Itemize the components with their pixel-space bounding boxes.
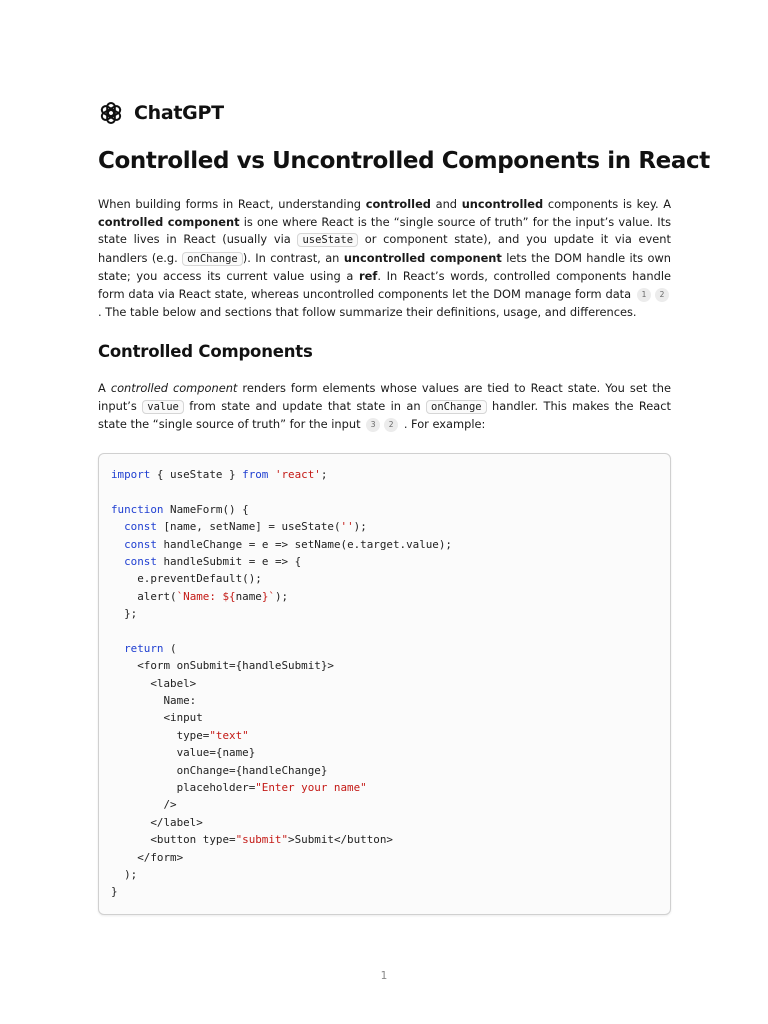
page-title: Controlled vs Uncontrolled Components in React xyxy=(98,148,710,174)
brand-header xyxy=(98,100,224,126)
code-line: import { useState } from 'react'; xyxy=(111,468,328,481)
code-line: }; xyxy=(111,607,138,621)
page-number: 1 xyxy=(380,970,388,982)
brand-name: ChatGPT xyxy=(134,102,224,124)
citation-badge[interactable]: 1 xyxy=(637,288,651,302)
citation-badge[interactable]: 2 xyxy=(384,418,398,432)
code-line: onChange={handleChange} xyxy=(111,763,328,777)
inline-code-value: value xyxy=(142,400,184,414)
code-line: } xyxy=(111,885,118,899)
code-line: <button type="submit">Submit</button> xyxy=(111,833,393,847)
code-line: /> xyxy=(111,798,177,812)
code-line: Name: xyxy=(111,694,197,708)
intro-paragraph: When building forms in React, understanding controlled and uncontrolled components is key. A controlled component is one where React is the “single source of truth” for the input’s value. Its state lives in React (usually via useState or component state), and you update it via event handlers (e.g. onChange ). In contrast, an uncontrolled component lets the DOM handle its own state; you access its current value using a ref. In React’s words, controlled components handle form data via React state, whereas uncontrolled components let the DOM manage form data 1 2 . The table below and sections that follow summarize their definitions, usage, and differences. xyxy=(98,197,672,319)
code-line: placeholder="Enter your name" xyxy=(111,781,367,795)
code-line: <label> xyxy=(111,676,197,690)
inline-code-onchange: onChange xyxy=(426,400,487,414)
openai-logo-icon xyxy=(98,100,124,126)
section-heading: Controlled Components xyxy=(98,342,313,361)
code-line: type="text" xyxy=(111,728,249,742)
inline-code-usestate: useState xyxy=(297,233,358,247)
code-line: alert(`Name: ${name}`); xyxy=(111,589,289,603)
code-line: <input xyxy=(111,711,203,725)
code-line: <form onSubmit={handleSubmit}> xyxy=(111,659,334,673)
section-paragraph: A controlled component renders form elements whose values are tied to React state. You set the input’s value from state and update that state in an onChange handler. This makes the React state the “single source of truth” for the input 3 2 . For example: xyxy=(98,381,671,432)
code-line: e.preventDefault(); xyxy=(111,572,262,586)
code-line: </label> xyxy=(111,815,203,829)
code-line xyxy=(111,483,670,500)
code-line: value={name} xyxy=(111,746,256,760)
code-line: ); xyxy=(111,867,138,881)
citation-badge[interactable]: 2 xyxy=(655,288,669,302)
code-line xyxy=(111,623,670,640)
code-line: const handleSubmit = e => { xyxy=(124,554,302,568)
code-line: const [name, setName] = useState(''); xyxy=(124,520,367,534)
code-line: return ( xyxy=(124,641,177,655)
code-line: const handleChange = e => setName(e.target.value); xyxy=(124,537,452,551)
code-block[interactable] xyxy=(98,453,671,915)
inline-code-onchange: onChange xyxy=(182,252,243,266)
code-line: </form> xyxy=(111,850,184,864)
citation-badge[interactable]: 3 xyxy=(366,418,380,432)
code-line: function NameForm() { xyxy=(111,502,249,516)
